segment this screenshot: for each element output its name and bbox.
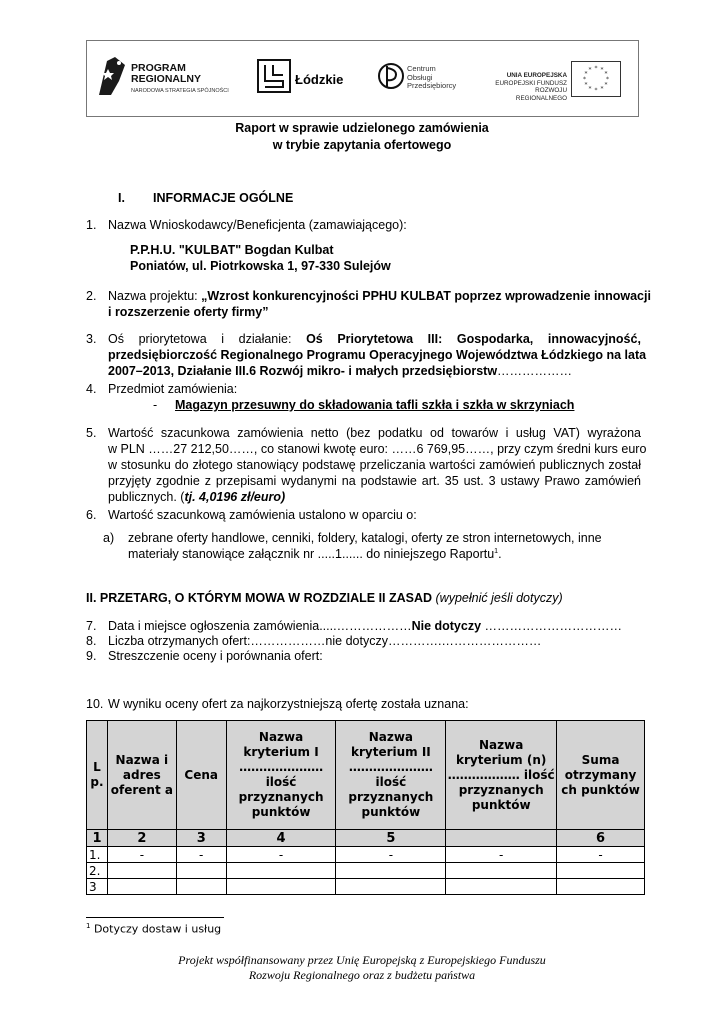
item7-text: Data i miejsce ogłoszenia zamówienia.....……………… [108,619,412,633]
lodzkie-logo [257,59,344,96]
table-cell: - [336,847,446,863]
table-cell [176,863,226,879]
table-cell [176,879,226,895]
item5-line5-start: publicznych. ( [108,490,185,504]
program-regionalny-icon [97,55,127,97]
item8-text: Liczba otrzymanych ofert:………………nie dotyczy………….…………………… [108,634,542,648]
table-cell [107,879,176,895]
item2-number: 2. [86,289,97,303]
cop-line3: Przedsiębiorcy [407,81,457,90]
item5-line4: przyjęty zgodnie z przepisami wydanymi na podstawie art. 35 ust. 3 ustawy Prawo zamówień [108,474,641,488]
item5-line5 [108,490,285,504]
item7-line [108,619,622,633]
item4-label: Przedmiot zamówienia: [108,382,238,396]
item4-number: 4. [86,382,97,396]
svg-text:*: * [584,81,588,89]
item5-line3: w stosunku do złotego stanowiący podstawę przeliczania wartości zamówień publicznych został [108,458,641,472]
footer-line2: Rozwoju Regionalnego oraz z budżetu państwa [248,968,476,982]
item3-b1: Oś [306,332,323,346]
item7-bold: Nie dotyczy [411,619,482,633]
cop-icon [377,61,405,91]
svg-text:*: * [600,66,604,74]
section2-heading [86,591,563,605]
svg-text:*: * [604,70,608,78]
report-title-line2: w trybie zapytania ofertowego [272,138,452,152]
item6a-line2-end: . [498,547,502,561]
footnote [86,922,221,936]
table-cell [336,879,446,895]
table-cell: - [176,847,226,863]
eu-flag-icon [571,61,621,97]
item3-w3: i [221,332,225,346]
table-cell: 2. [87,863,108,879]
item3-number: 3. [86,332,97,346]
item10-text: W wyniku oceny ofert za najkorzystniejszą ofertę została uznana: [108,697,469,711]
svg-text:*: * [588,66,592,74]
col-price: Cena [176,721,226,830]
num-cell: 4 [226,830,336,847]
item1-label: Nazwa Wnioskodawcy/Beneficjenta (zamawiającego): [108,218,407,232]
col-sum: Suma otrzymany ch punktów [557,721,645,830]
table-cell: - [446,847,557,863]
table-cell [557,879,645,895]
cop-line2: Obsługi [407,72,433,82]
col-name: Nazwa i adres oferent a [107,721,176,830]
program-regionalny-logo [97,55,229,100]
ue-line1: UNIA EUROPEJSKA [506,72,567,79]
col-lp: L p. [87,721,108,830]
item6-label: Wartość szacunkową zamówienia ustalono w oparciu o: [108,508,417,522]
item3-line1 [108,332,641,346]
item4-value: Magazyn przesuwny do składowania tafli szkła i szkła w skrzyniach [175,398,575,412]
footnote-mark: 1 [86,922,91,930]
program-line2: REGIONALNY [131,73,202,85]
item10-number: 10. [86,697,104,711]
num-cell: 5 [336,830,446,847]
item4-dash: - [153,398,158,412]
table-cell [557,863,645,879]
item6a-line2-text: materiały stanowiące załącznik nr .....1...... do niniejszego Raportu [128,547,495,561]
item7-number: 7. [86,619,97,633]
footnote-text: Dotyczy dostaw i usług [90,922,222,936]
col-criterion2: Nazwa kryterium II ………………… ilość przyznanych punktów [336,721,446,830]
table-cell [446,879,557,895]
col-criterion1: Nazwa kryterium I ………………… ilość przyznanych punktów [226,721,336,830]
offers-table [86,720,645,895]
svg-text:*: * [604,81,608,89]
item3-w1: Oś [108,332,124,346]
item5-line1: Wartość szacunkowa zamówienia netto (bez podatku od towarów i usług VAT) wyrażona [108,426,641,440]
item3-b5: innowacyjność, [547,332,641,346]
num-cell [446,830,557,847]
item1-company: P.P.H.U. "KULBAT" Bogdan Kulbat [130,243,334,257]
table-number-row [87,830,645,847]
lodzkie-text: Łódzkie [295,72,344,87]
svg-text:*: * [584,70,588,78]
item3-b2: Priorytetowa [337,332,414,346]
cop-line1: Centrum [407,64,436,73]
item3-line3-bold: 2007–2013, Działanie III.6 Rozwój mikro- i małych przedsiębiorstw [108,364,498,378]
cop-logo [377,61,457,94]
item5-line2: w PLN ……27 212,50……, co stanowi kwotę euro: ……6 769,95……, przy czym średni kurs euro [108,442,647,456]
lodzkie-icon [257,59,291,93]
svg-text:*: * [606,76,609,83]
item1-address: Poniatów, ul. Piotrkowska 1, 97-330 Sulejów [130,259,391,273]
item2-value-line2: i rozszerzenie oferty firmy” [108,305,269,319]
item3-line2: przedsiębiorczość Regionalnego Programu Operacyjnego Województwa Łódzkiego na lata [108,348,647,362]
item8-number: 8. [86,634,97,648]
table-cell [226,879,336,895]
table-row [87,879,645,895]
item2-value-line1: „Wzrost konkurencyjności PPHU KULBAT poprzez wprowadzenie innowacji [201,289,651,303]
footer-line1: Projekt współfinansowany przez Unię Europejską z Europejskiego Funduszu [178,953,546,967]
section2-heading-note: (wypełnić jeśli dotyczy) [432,591,563,605]
num-cell: 2 [107,830,176,847]
item7-dots: …………………………… [481,619,623,633]
ue-line3: ROZWOJU REGIONALNEGO [515,87,567,102]
section1-number: I. [118,191,125,205]
table-cell: 1. [87,847,108,863]
item1-number: 1. [86,218,97,232]
item6-number: 6. [86,508,97,522]
item6a-letter: a) [103,531,115,545]
table-cell [107,863,176,879]
svg-text:*: * [600,85,604,93]
item3-line3-dots: ……………… [497,364,573,378]
table-cell [446,863,557,879]
svg-text:*: * [583,76,586,83]
item3-line3 [108,364,572,378]
table-cell [226,863,336,879]
ue-line2: EUROPEJSKI FUNDUSZ [495,79,567,87]
num-cell: 6 [557,830,645,847]
section2-heading-bold: II. PRZETARG, O KTÓRYM MOWA W ROZDZIALE II ZASAD [86,591,433,605]
table-header-row [87,721,645,830]
logo-banner [86,40,639,117]
item9-number: 9. [86,649,97,663]
table-cell: - [107,847,176,863]
item5-rate: tj. 4,0196 zł/euro) [184,490,286,504]
program-line1: PROGRAM [131,62,186,74]
table-cell: - [226,847,336,863]
item3-w4: działanie: [238,332,292,346]
svg-text:*: * [588,85,592,93]
item3-w2: priorytetowa [138,332,207,346]
num-cell: 1 [87,830,108,847]
program-sub: NARODOWA STRATEGIA SPÓJNOŚCI [131,88,229,94]
svg-text:*: * [594,87,598,94]
section1-heading: INFORMACJE OGÓLNE [153,191,294,205]
item5-number: 5. [86,426,97,440]
item2-label: Nazwa projektu: [108,289,202,303]
table-row [87,847,645,863]
report-title-line1: Raport w sprawie udzielonego zamówienia [235,121,489,135]
item6a-line1: zebrane oferty handlowe, cenniki, foldery, katalogi, oferty ze stron internetowych, inne [128,531,602,545]
table-cell: - [557,847,645,863]
item3-b4: Gospodarka, [456,332,534,346]
item3-b3: III: [427,332,443,346]
table-cell: 3 [87,879,108,895]
table-row [87,863,645,879]
col-criterion-n: Nazwa kryterium (n) ……………… ilość przyznanych punktów [446,721,557,830]
item6a-line2 [128,547,502,561]
footnote-ref: 1 [494,547,499,555]
item9-text: Streszczenie oceny i porównania ofert: [108,649,323,663]
footnote-separator [86,917,224,918]
svg-text:*: * [594,65,598,72]
table-cell [336,863,446,879]
num-cell: 3 [176,830,226,847]
item2-line1 [108,289,651,303]
